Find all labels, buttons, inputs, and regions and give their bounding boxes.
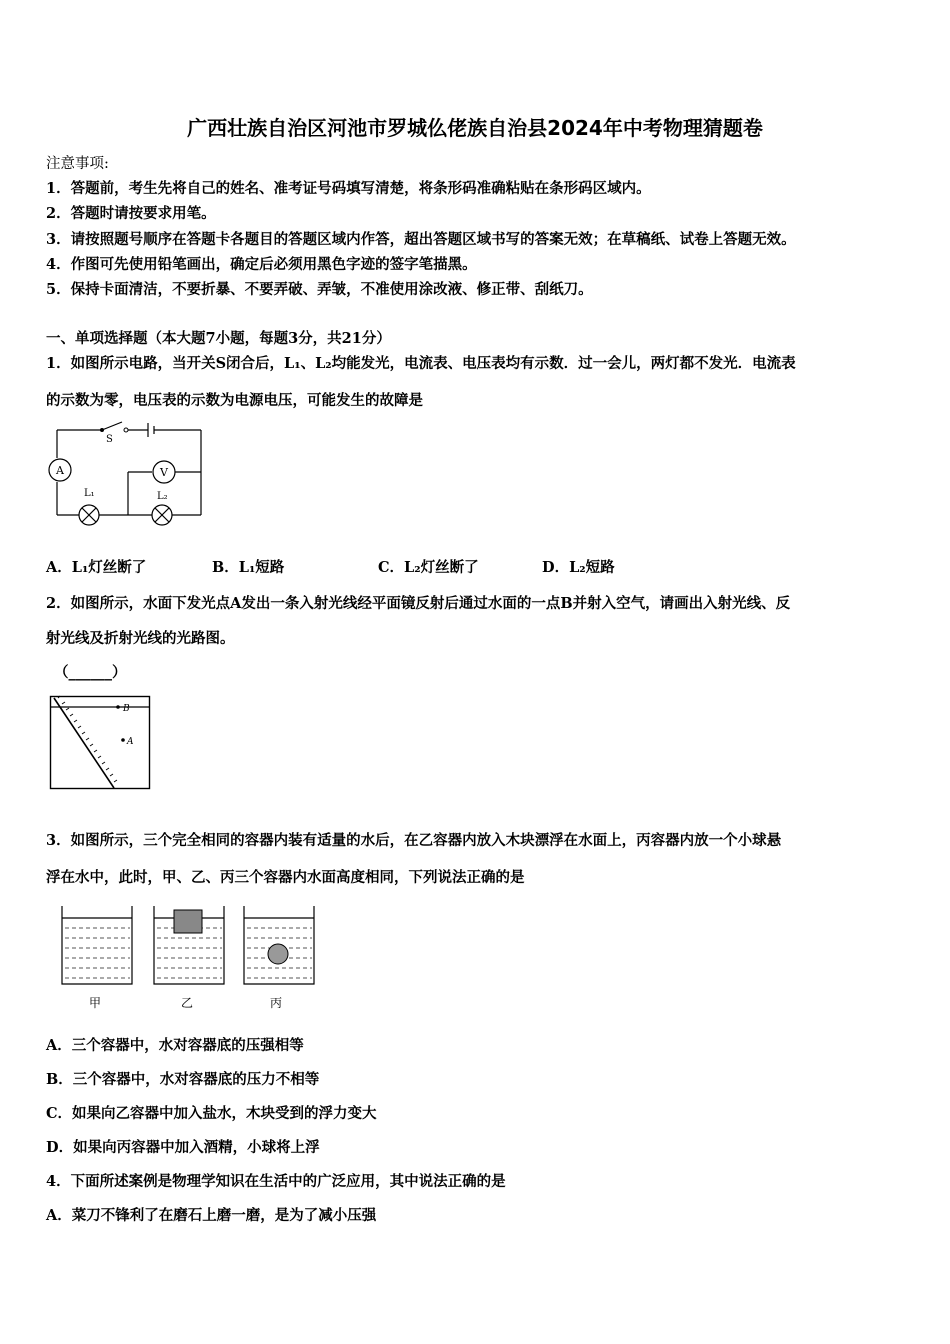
q1-option-a: A．L₁灯丝断了	[46, 559, 147, 576]
voltmeter-label: V	[160, 466, 168, 479]
point-a-dot	[121, 738, 125, 742]
notice-item: 1．答题前，考生先将自己的姓名、准考证号码填写清楚，将条形码准确粘贴在条形码区域内。	[46, 180, 651, 197]
label-yi: 乙	[181, 996, 194, 1010]
q2-stem-line2: 射光线及折射光线的光路图。	[46, 630, 235, 647]
q3-option-c: C．如果向乙容器中加入盐水，木块受到的浮力变大	[46, 1105, 377, 1122]
q1-option-b: B．L₁短路	[212, 559, 285, 576]
q1-stem-line1: 1．如图所示电路，当开关S闭合后，L₁、L₂均能发光，电流表、电压表均有示数．过一会儿，两灯都不发光．电流表	[46, 355, 796, 372]
q2-mirror-diagram	[50, 696, 152, 790]
label-jia: 甲	[89, 996, 102, 1010]
q3-option-b: B．三个容器中，水对容器底的压力不相等	[46, 1071, 320, 1088]
ammeter-label: A	[56, 464, 64, 477]
q1-option-d: D．L₂短路	[542, 559, 615, 576]
q1-circuit-diagram	[44, 420, 209, 530]
q4-option-a: A．菜刀不锋利了在磨石上磨一磨，是为了减小压强	[46, 1207, 377, 1224]
q2-answer-blank: （______）	[54, 664, 127, 681]
switch-label: S	[106, 434, 113, 445]
notice-item: 5．保持卡面清洁，不要折暴、不要弄破、弄皱，不准使用涂改液、修正带、刮纸刀。	[46, 281, 593, 298]
q3-stem-line2: 浮在水中，此时，甲、乙、丙三个容器内水面高度相同，下列说法正确的是	[46, 869, 525, 886]
section-heading: 一、单项选择题（本大题7小题，每题3分，共21分）	[46, 330, 391, 347]
wood-block	[174, 910, 202, 933]
small-ball	[268, 944, 288, 964]
q2-stem-line1: 2．如图所示，水面下发光点A发出一条入射光线经平面镜反射后通过水面的一点B并射入空气，请画出入射光线、反	[46, 595, 791, 612]
plane-mirror	[54, 698, 114, 788]
notice-item: 3．请按照题号顺序在答题卡各题目的答题区域内作答，超出答题区域书写的答案无效；在草稿纸、试卷上答题无效。	[46, 231, 796, 248]
q3-option-a: A．三个容器中，水对容器底的压强相等	[46, 1037, 304, 1054]
q4-stem-line1: 4．下面所述案例是物理学知识在生活中的广泛应用，其中说法正确的是	[46, 1173, 506, 1190]
notice-heading: 注意事项:	[46, 156, 109, 172]
point-b-label: B	[123, 704, 130, 714]
page-title: 广西壮族自治区河池市罗城仫佬族自治县2024年中考物理猜题卷	[187, 116, 763, 140]
lamp1-label: L₁	[84, 488, 95, 499]
lamp2-label: L₂	[157, 491, 168, 502]
notice-item: 2．答题时请按要求用笔。	[46, 205, 216, 222]
switch-blade	[102, 422, 122, 430]
q1-stem-line2: 的示数为零，电压表的示数为电源电压，可能发生的故障是	[46, 392, 423, 409]
point-b-dot	[116, 705, 120, 709]
q3-containers-diagram	[56, 904, 326, 1014]
notice-item: 4．作图可先使用铅笔画出，确定后必须用黑色字迹的签字笔描黑。	[46, 256, 477, 273]
label-bing: 丙	[270, 996, 283, 1010]
q3-option-d: D．如果向丙容器中加入酒精，小球将上浮	[46, 1139, 320, 1156]
q1-option-c: C．L₂灯丝断了	[378, 559, 479, 576]
point-a-label: A	[127, 737, 134, 747]
q3-stem-line1: 3．如图所示，三个完全相同的容器内装有适量的水后，在乙容器内放入木块漂浮在水面上，丙容器内放一个小球悬	[46, 832, 782, 849]
